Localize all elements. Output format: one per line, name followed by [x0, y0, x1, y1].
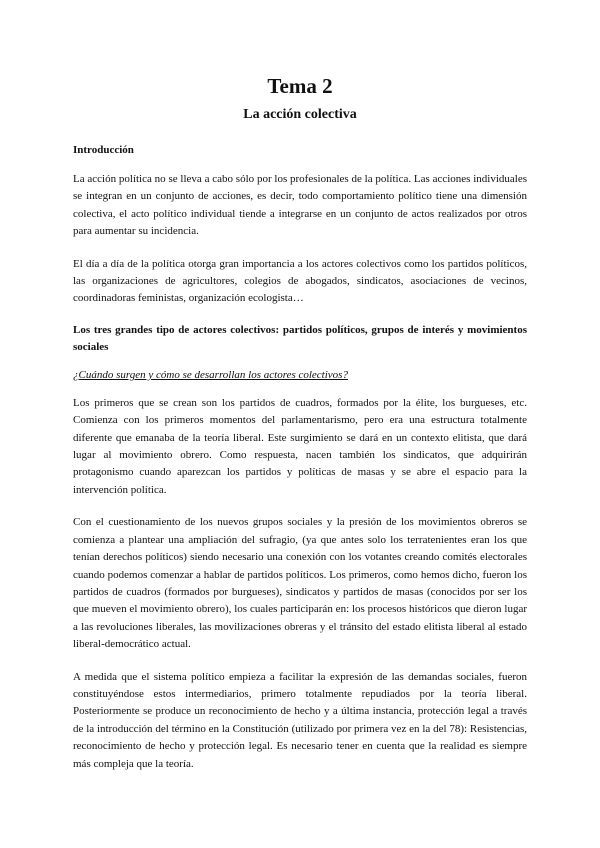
paragraph-intro-2: El día a día de la política otorga gran importancia a los actores colectivos como los partidos políticos, las organizaciones de agricultores, colegios de abogados, sindicatos, asociaciones de vecinos, coordinadoras feministas, organización ecologista… [73, 257, 527, 305]
paragraph-body-1: Los primeros que se crean son los partidos de cuadros, formados por la élite, los burgueses, etc. Comienza con los primeros momentos del parlamentarismo, pero era una estructura totalmente diferente que emanaba de la teoría liberal. Este surgimiento se dará en un contexto elitista, que dará lugar al movimiento obrero. Como respuesta, nacen también los sindicatos, que adquirirán protagonismo cuando aparezcan los partidos y políticas de masas y se abre el espacio para la intervención política. [73, 396, 527, 496]
section-heading: Los tres grandes tipo de actores colectivos: partidos políticos, grupos de interés y movimientos sociales [73, 323, 527, 353]
paragraph-body-3: A medida que el sistema político empieza a facilitar la expresión de las demandas sociales, fueron constituyéndose estos intermediarios, primero totalmente repudiados por la teoría liberal. Posteriormente se produce un reconocimiento de hecho y a última instancia, protección legal a través de la introducción del término en la Constitución (utilizado por primera vez en la del 78): Resistencias, reconocimiento de hecho y protección legal. Es necesario tener en cuenta que la realidad es siempre más compleja que la teoría. [73, 670, 527, 770]
section-question: ¿Cuándo surgen y cómo se desarrollan los actores colectivos? [73, 368, 348, 381]
intro-heading: Introducción [73, 144, 134, 156]
document-subtitle: La acción colectiva [243, 107, 357, 122]
document-page [73, 70, 527, 773]
paragraph-body-2: Con el cuestionamiento de los nuevos grupos sociales y la presión de los movimientos obreros se comienza a plantear una ampliación del sufragio, (ya que antes solo los terratenientes eran los que tenían derechos políticos) siendo necesario una conexión con los votantes creando comités electorales cuando podemos comenzar a hablar de partidos políticos. Los primeros, como hemos dicho, fueron los partidos de cuadros (formados por burgueses), sindicatos y partidos de masas (conocidos por ser los que mueven el movimiento obrero), los cuales participarán en: los procesos históricos que dieron lugar a las revoluciones liberales, las movilizaciones obreras y el tránsito del estado elitista liberal al estado liberal-democrático actual. [73, 516, 527, 651]
paragraph-intro-1: La acción política no se lleva a cabo sólo por los profesionales de la política. Las acciones individuales se integran en un conjunto de acciones, es decir, todo comportamiento político tiene una dimensión colectiva, el acto político individual tiende a integrarse en un conjunto de actos realizados por otros para aumentar su incidencia. [73, 173, 527, 238]
document-title: Tema 2 [267, 74, 333, 98]
